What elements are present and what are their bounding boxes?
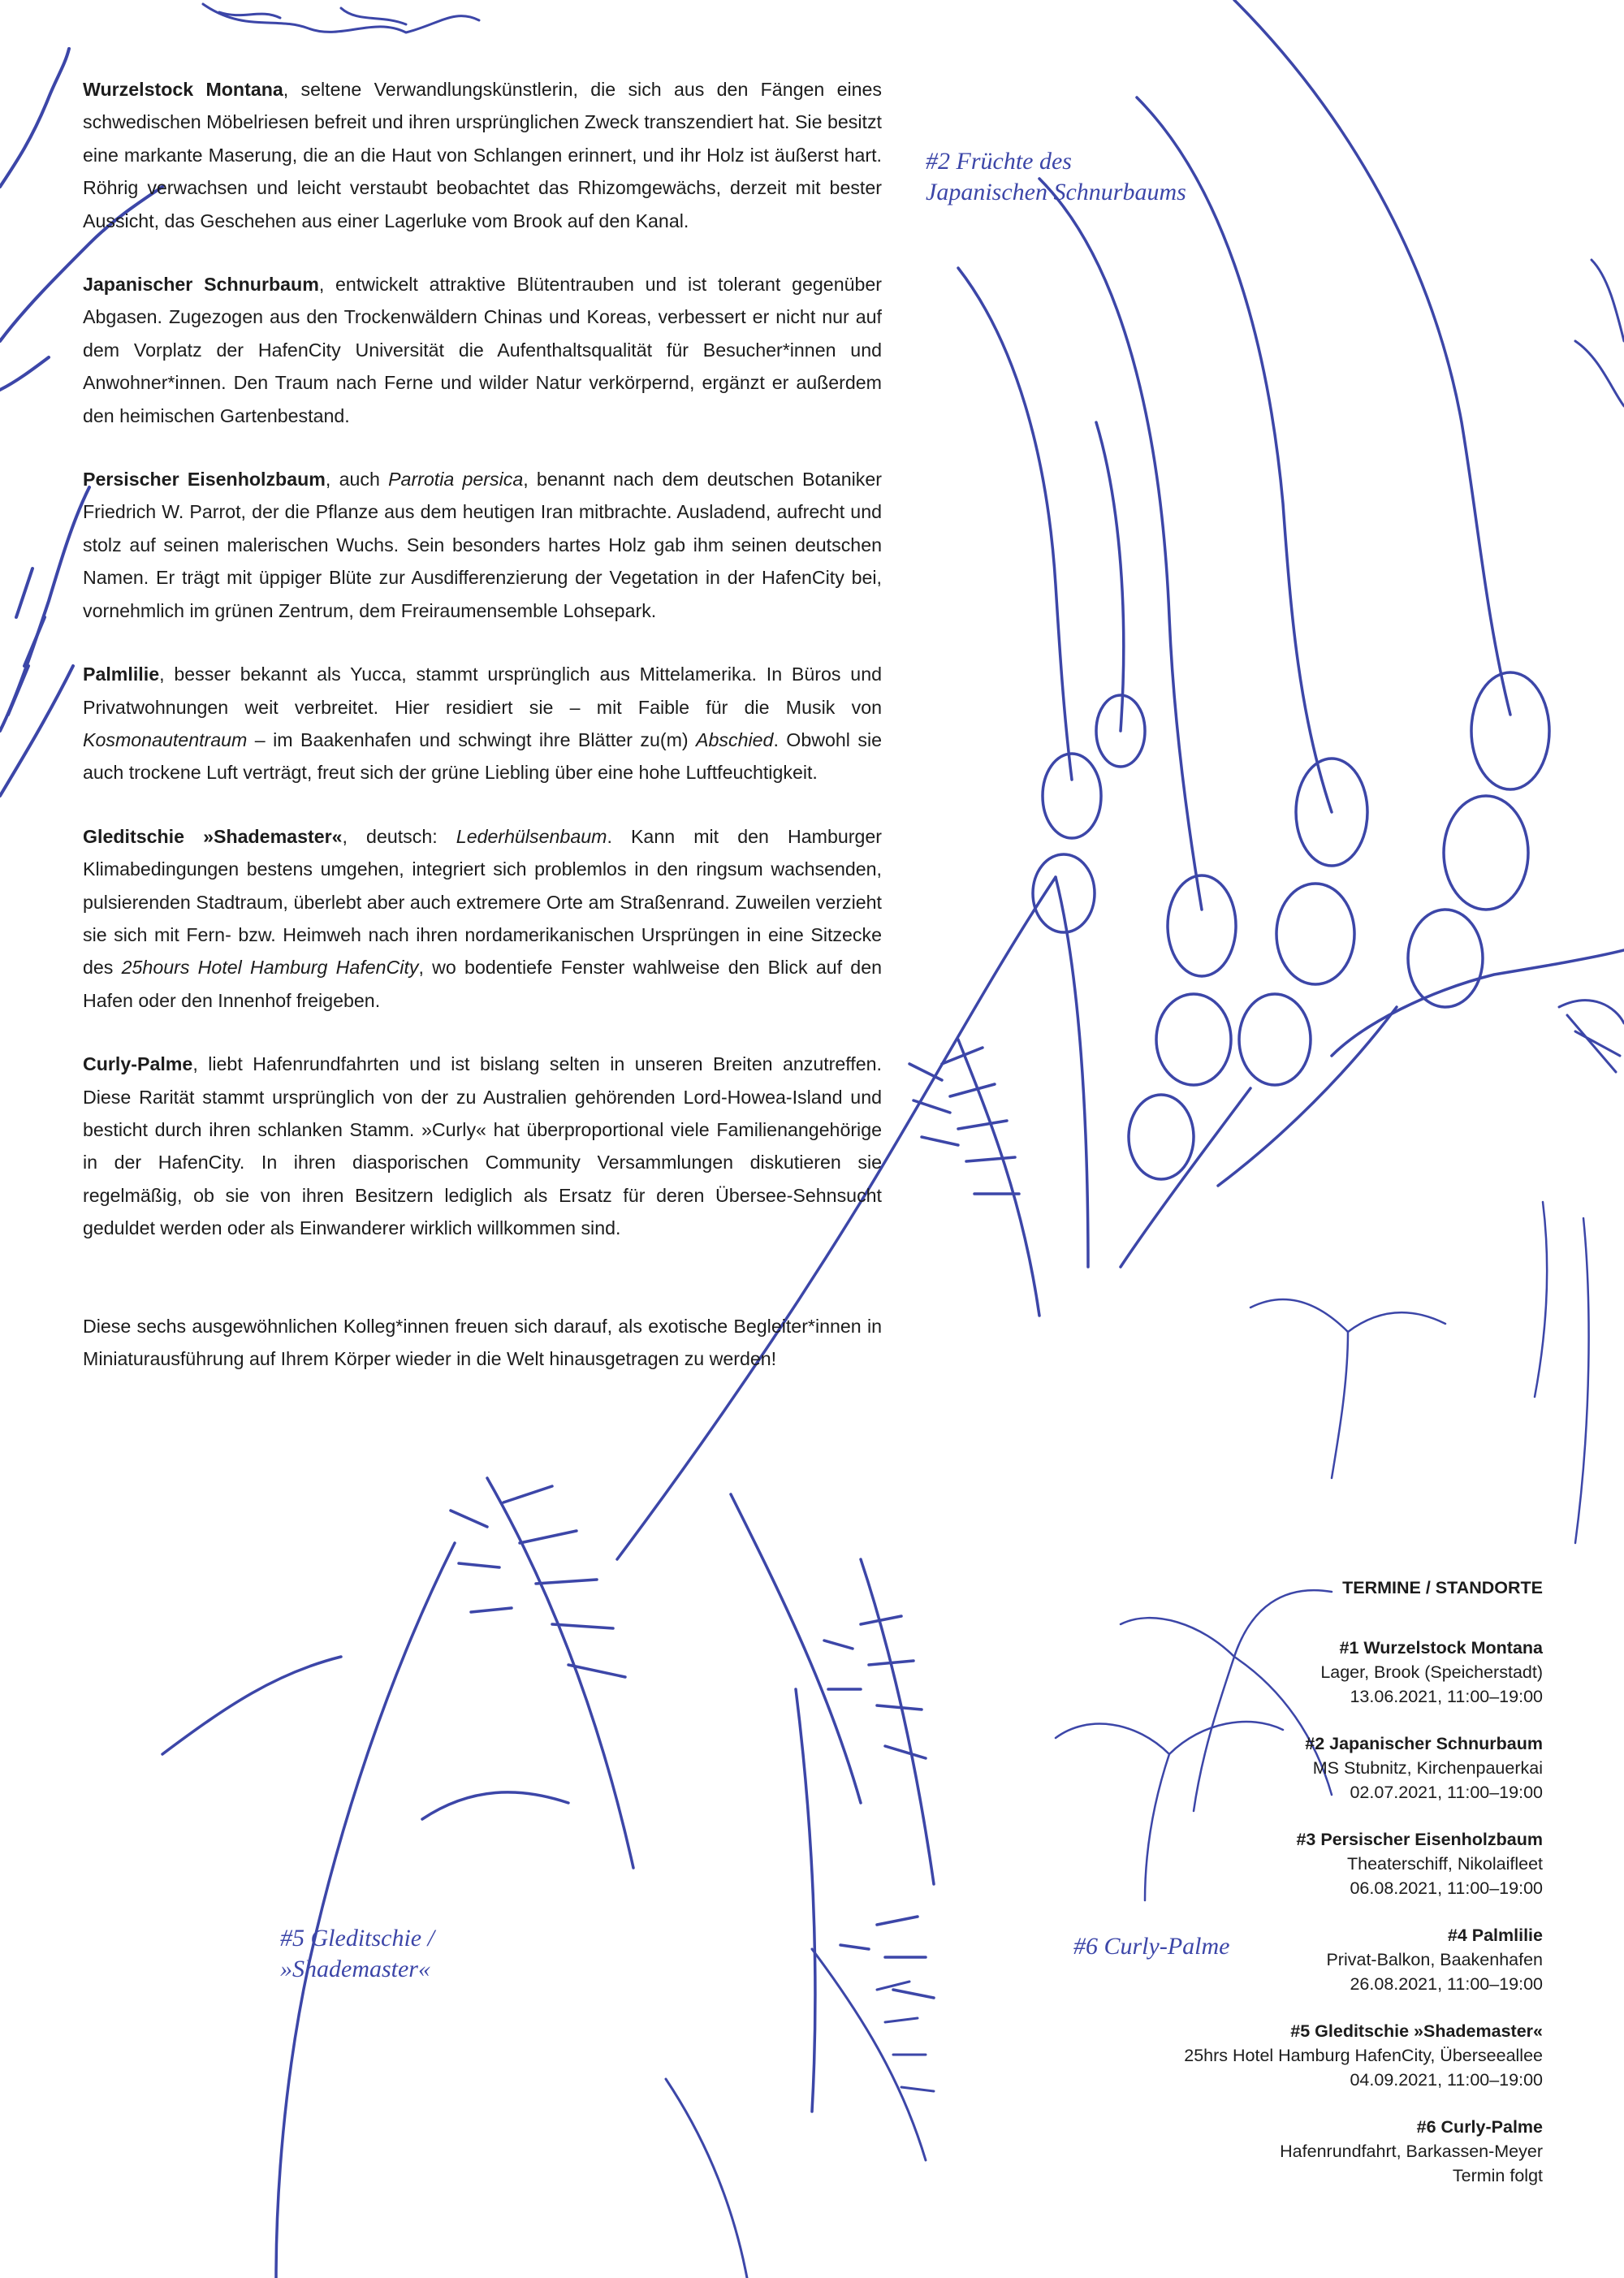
plant-name: Palmlilie	[83, 664, 160, 685]
top-scribble	[203, 4, 479, 32]
entry-date: 02.07.2021, 11:00–19:00	[1350, 1783, 1543, 1802]
entry-place: Hafenrundfahrt, Barkassen-Meyer	[1280, 2142, 1543, 2161]
schedule-entry	[1039, 1827, 1543, 1900]
right-edge-leaves	[1559, 260, 1624, 1072]
entry-date: 13.06.2021, 11:00–19:00	[1350, 1687, 1543, 1706]
plant-description: – im Baakenhafen und schwingt ihre Blätter zu(m)	[247, 728, 697, 750]
band-name: Kosmonautentraum	[83, 728, 248, 750]
entry-name: #2 Japanischer Schnurbaum	[1305, 1734, 1543, 1753]
schedule-entry	[1039, 2115, 1543, 2188]
schedule-entry	[1039, 1923, 1543, 1996]
plant-description: , entwickelt attraktive Blütentrauben und ist tolerant gegenüber Abgasen. Zugezogen aus den Trockenwäldern Chinas und Koreas, verbessert er nicht nur auf dem Vorplatz der HafenCity Universität die Aufenthaltsqualität für Besucher*innen und Anwohner*innen. Den Traum nach Ferne und wilder Natur verkörpernd, ergänzt er außerdem den heimischen Gartenbestand.	[83, 274, 882, 426]
plant-name: Curly-Palme	[83, 1053, 193, 1075]
entry-place: MS Stubnitz, Kirchenpauerkai	[1312, 1758, 1543, 1778]
paragraph-wurzelstock	[83, 73, 882, 237]
paragraph-palmlilie	[83, 658, 882, 789]
caption-line: Japanischen Schnurbaums	[926, 179, 1186, 205]
closing-paragraph: Diese sechs ausgewöhnlichen Kolleg*innen freuen sich darauf, als exotische Begleiter*innen in Miniaturausführung auf Ihrem Körper wieder in die Welt hinausgetragen zu werden!	[83, 1315, 882, 1369]
entry-date: 06.08.2021, 11:00–19:00	[1350, 1878, 1543, 1898]
caption-curly-palme: #6 Curly-Palme	[1073, 1933, 1230, 1960]
paragraph-curly-palme	[83, 1048, 882, 1244]
hotel-name: 25hours Hotel Hamburg HafenCity	[121, 957, 419, 979]
body-text	[83, 73, 882, 1406]
plant-description: , benannt nach dem deutschen Botaniker Friedrich W. Parrot, der die Pflanze aus dem heutigen Iran mitbrachte. Ausladend, aufrecht und stolz auf seinen malerischen Wuchs. Sein besonders hartes Holz gab ihm seinen deutschen Namen. Er trägt mit üppiger Blüte zur Ausdifferenzierung der Vegetation in der HafenCity bei, vornehmlich im grünen Zentrum, dem Freiraumensemble Lohsepark.	[83, 469, 883, 621]
plant-description: , auch	[325, 469, 389, 491]
schedule-title: TERMINE / STANDORTE	[1342, 1578, 1543, 1597]
schedule-entry	[1039, 1636, 1543, 1709]
plant-name: Japanischer Schnurbaum	[83, 274, 319, 296]
plant-description: , wo bodentiefe Fenster wahlweise den Blick auf den Hafen oder den Innenhof freigeben.	[83, 957, 882, 1011]
caption-line: #2 Früchte des	[926, 148, 1072, 175]
entry-name: #6 Curly-Palme	[1416, 2117, 1543, 2137]
plant-name: Gleditschie »Shademaster«	[83, 825, 343, 847]
german-name: Lederhülsenbaum	[456, 825, 607, 847]
paragraph-gleditschie	[83, 820, 882, 1017]
entry-name: #3 Persischer Eisenholzbaum	[1296, 1830, 1543, 1849]
song-title: Abschied	[696, 728, 774, 750]
plant-name: Persischer Eisenholzbaum	[83, 469, 326, 491]
plant-description: . Obwohl sie auch trockene Luft verträgt, freut sich der grüne Liebling über eine hohe Luftfeuchtigkeit.	[83, 728, 882, 784]
latin-name: Parrotia persica	[388, 469, 524, 491]
entry-date: 04.09.2021, 11:00–19:00	[1350, 2070, 1543, 2090]
entry-place: Privat-Balkon, Baakenhafen	[1326, 1950, 1543, 1969]
schedule	[1039, 1576, 1543, 2211]
entry-date: Termin folgt	[1452, 2166, 1543, 2185]
plant-description: , liebt Hafenrundfahrten und ist bislang selten in unseren Breiten anzutreffen. Diese Rarität stammt ursprünglich von der zu Australien gehörenden Lord-Howea-Island und besticht durch ihren schlanken Stamm. »Curly« hat überproportional viele Familienangehörige in der HafenCity. In ihren diasporischen Community Versammlungen diskutieren sie regelmäßig, ob sie von ihren Besitzern lediglich als Ersatz für deren Übersee-Sehnsucht geduldet werden oder als Einwanderer wirklich willkommen sind.	[83, 1053, 882, 1239]
entry-date: 26.08.2021, 11:00–19:00	[1350, 1974, 1543, 1994]
plant-description: . Kann mit den Hamburger Klimabedingungen bestens umgehen, integriert sich problemlos in den ringsum wachsenden, pulsierenden Stadtraum, überlebt aber auch extremere Orte am Straßenrand. Zuweilen verzieht sie sich mit Fern- bzw. Heimweh nach ihren nordamerikanischen Ursprüngen in eine Sitzecke des	[83, 825, 882, 979]
paragraph-schnurbaum	[83, 268, 882, 432]
entry-place: 25hrs Hotel Hamburg HafenCity, Überseeallee	[1184, 2046, 1543, 2065]
schedule-entry	[1039, 1731, 1543, 1805]
paragraph-eisenholzbaum	[83, 463, 882, 627]
entry-place: Lager, Brook (Speicherstadt)	[1320, 1662, 1543, 1682]
plant-description: , deutsch:	[342, 825, 456, 847]
entry-name: #4 Palmlilie	[1447, 1926, 1543, 1945]
plant-description: , besser bekannt als Yucca, stammt ursprünglich aus Mittelamerika. In Büros und Privatwohnungen weit verbreitet. Hier residiert sie – mit Faible für die Musik von	[83, 664, 882, 718]
caption-line: »Shademaster«	[280, 1956, 430, 1982]
caption-schnurbaum-fruits	[926, 146, 1186, 208]
plant-description: , seltene Verwandlungskünstlerin, die sich aus den Fängen eines schwedischen Möbelriesen befreit und ihren ursprünglichen Zweck transzendiert hat. Sie besitzt eine markante Maserung, die an die Haut von Schlangen erinnert, und ihr Holz ist äußerst hart. Röhrig verwachsen und leicht verstaubt beobachtet das Rhizomgewächs, derzeit mit bester Aussicht, das Geschehen aus einer Lagerluke vom Brook auf den Kanal.	[83, 79, 882, 231]
caption-line: #5 Gleditschie /	[280, 1925, 434, 1952]
plant-name: Wurzelstock Montana	[83, 79, 283, 100]
bottom-sprigs	[666, 1949, 934, 2278]
entry-name: #1 Wurzelstock Montana	[1339, 1638, 1543, 1658]
entry-name: #5 Gleditschie »Shademaster«	[1290, 2021, 1543, 2041]
caption-gleditschie	[280, 1923, 434, 1985]
entry-place: Theaterschiff, Nikolaifleet	[1347, 1854, 1543, 1874]
schedule-entry	[1039, 2019, 1543, 2092]
